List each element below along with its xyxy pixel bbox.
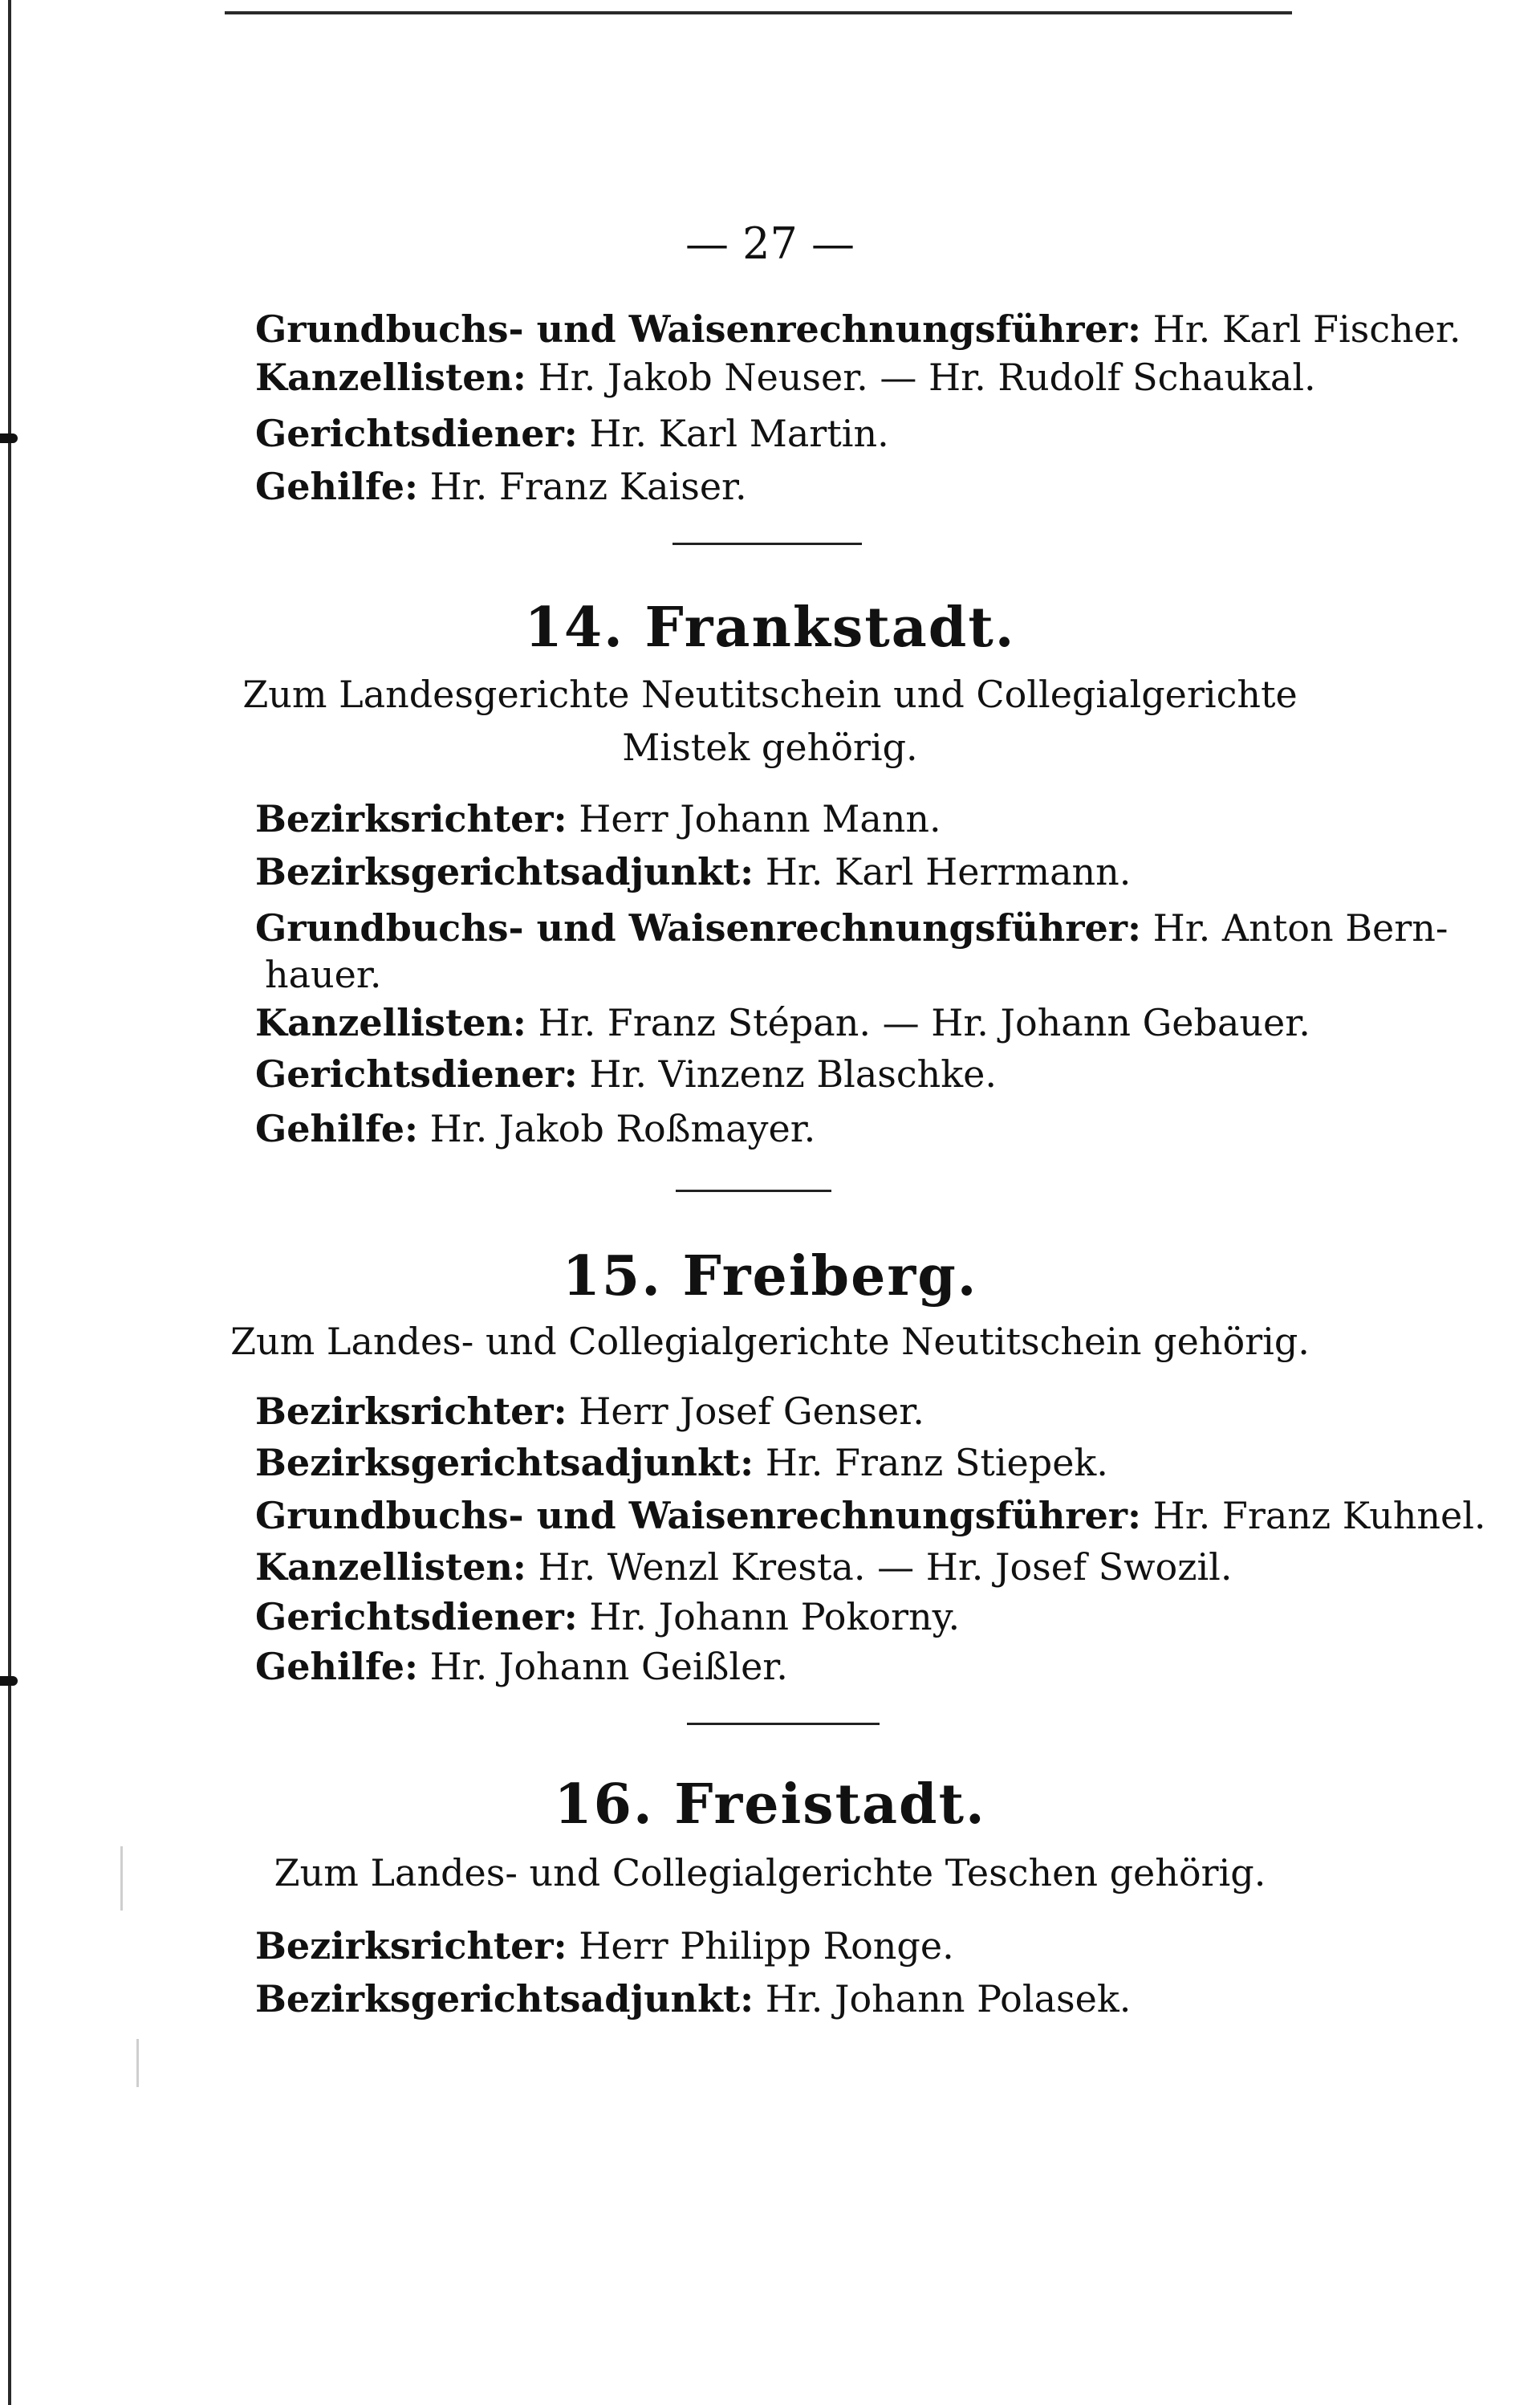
- entry-value: Hr. Jakob Neuser. — Hr. Rudolf Schaukal.: [538, 356, 1316, 399]
- entry-line: [255, 1387, 924, 1435]
- entry-value: Hr. Franz Stépan. — Hr. Johann Gebauer.: [538, 1001, 1310, 1044]
- entry-value: Hr. Wenzl Kresta. — Hr. Josef Swozil.: [538, 1545, 1233, 1589]
- entry-label: Grundbuchs- und Waisenrechnungsführer:: [255, 1494, 1141, 1537]
- entry-line: [255, 1642, 788, 1691]
- entry-label: Gerichtsdiener:: [255, 1052, 578, 1096]
- entry-label: Gehilfe:: [255, 465, 418, 508]
- entry-line: [255, 1922, 954, 1970]
- entry-value: Hr. Johann Polasek.: [765, 1977, 1132, 2020]
- entry-value: Hr. Karl Fischer.: [1152, 307, 1461, 351]
- entry-line: [255, 462, 747, 511]
- entry-value: Hr. Jakob Roßmayer.: [429, 1107, 816, 1150]
- page-number: — 27 —: [685, 218, 855, 269]
- entry-line: [255, 353, 1316, 401]
- entry-label: Gerichtsdiener:: [255, 1595, 578, 1638]
- entry-line: [255, 904, 1448, 952]
- entry-value: Hr. Franz Kaiser.: [429, 465, 747, 508]
- entry-line: [255, 1105, 815, 1153]
- section-subtitle: Zum Landes- und Collegialgerichte Neutitschein gehörig.: [230, 1320, 1310, 1363]
- entry-line: [255, 1975, 1131, 2023]
- entry-label: Bezirksgerichtsadjunkt:: [255, 1977, 754, 2020]
- section-subtitle: Zum Landesgerichte Neutitschein und Collegialgerichte: [242, 673, 1298, 716]
- scan-faint-mark: [136, 2039, 139, 2087]
- entry-line: [255, 1439, 1108, 1487]
- entry-value: Hr. Vinzenz Blaschke.: [589, 1052, 997, 1096]
- entry-label: Gehilfe:: [255, 1107, 418, 1150]
- entry-line: [255, 795, 941, 843]
- entry-line: [255, 848, 1131, 896]
- scan-mark: [0, 433, 18, 443]
- section-divider: [672, 543, 862, 545]
- entry-value: Hr. Franz Kuhnel.: [1152, 1494, 1486, 1537]
- entry-line: [255, 1491, 1486, 1540]
- entry-value: Hr. Karl Herrmann.: [765, 850, 1132, 893]
- entry-label: Kanzellisten:: [255, 1545, 526, 1589]
- section-subtitle: Zum Landes- und Collegialgerichte Teschen gehörig.: [274, 1851, 1266, 1894]
- entry-line: [255, 1593, 960, 1641]
- entry-label: Bezirksgerichtsadjunkt:: [255, 850, 754, 893]
- scan-edge-left: [8, 0, 11, 2405]
- entry-label: Grundbuchs- und Waisenrechnungsführer:: [255, 906, 1141, 950]
- entry-value: Hr. Karl Martin.: [589, 412, 889, 455]
- entry-label: Bezirksrichter:: [255, 1924, 567, 1968]
- entry-value: Herr Johann Mann.: [579, 797, 941, 840]
- entry-value: Hr. Johann Pokorny.: [589, 1595, 961, 1638]
- section-divider: [687, 1723, 880, 1725]
- section-heading: 16. Freistadt.: [554, 1772, 986, 1837]
- entry-line: [255, 999, 1310, 1047]
- entry-line: [255, 409, 889, 458]
- scan-mark: [0, 1676, 18, 1686]
- entry-label: Gerichtsdiener:: [255, 412, 578, 455]
- entry-label: Gehilfe:: [255, 1645, 418, 1688]
- entry-line-continuation: [265, 950, 381, 999]
- entry-value: Hr. Franz Stiepek.: [765, 1441, 1108, 1484]
- section-subtitle: Mistek gehörig.: [622, 726, 918, 769]
- section-divider: [676, 1190, 831, 1192]
- entry-label: Bezirksrichter:: [255, 1390, 567, 1433]
- entry-label: Bezirksrichter:: [255, 797, 567, 840]
- section-heading: 15. Freiberg.: [562, 1244, 978, 1308]
- entry-label: Grundbuchs- und Waisenrechnungsführer:: [255, 307, 1141, 351]
- entry-value: hauer.: [265, 953, 382, 996]
- entry-label: Bezirksgerichtsadjunkt:: [255, 1441, 754, 1484]
- entry-line: [255, 1050, 997, 1098]
- entry-value: Herr Philipp Ronge.: [579, 1924, 954, 1968]
- entry-label: Kanzellisten:: [255, 356, 526, 399]
- entry-label: Kanzellisten:: [255, 1001, 526, 1044]
- entry-line: [255, 305, 1461, 353]
- scan-top-line: [225, 11, 1292, 14]
- entry-line: [255, 1543, 1233, 1591]
- entry-value: Herr Josef Genser.: [579, 1390, 924, 1433]
- section-heading: 14. Frankstadt.: [524, 596, 1016, 660]
- entry-value: Hr. Anton Bern-: [1152, 906, 1449, 950]
- entry-value: Hr. Johann Geißler.: [429, 1645, 788, 1688]
